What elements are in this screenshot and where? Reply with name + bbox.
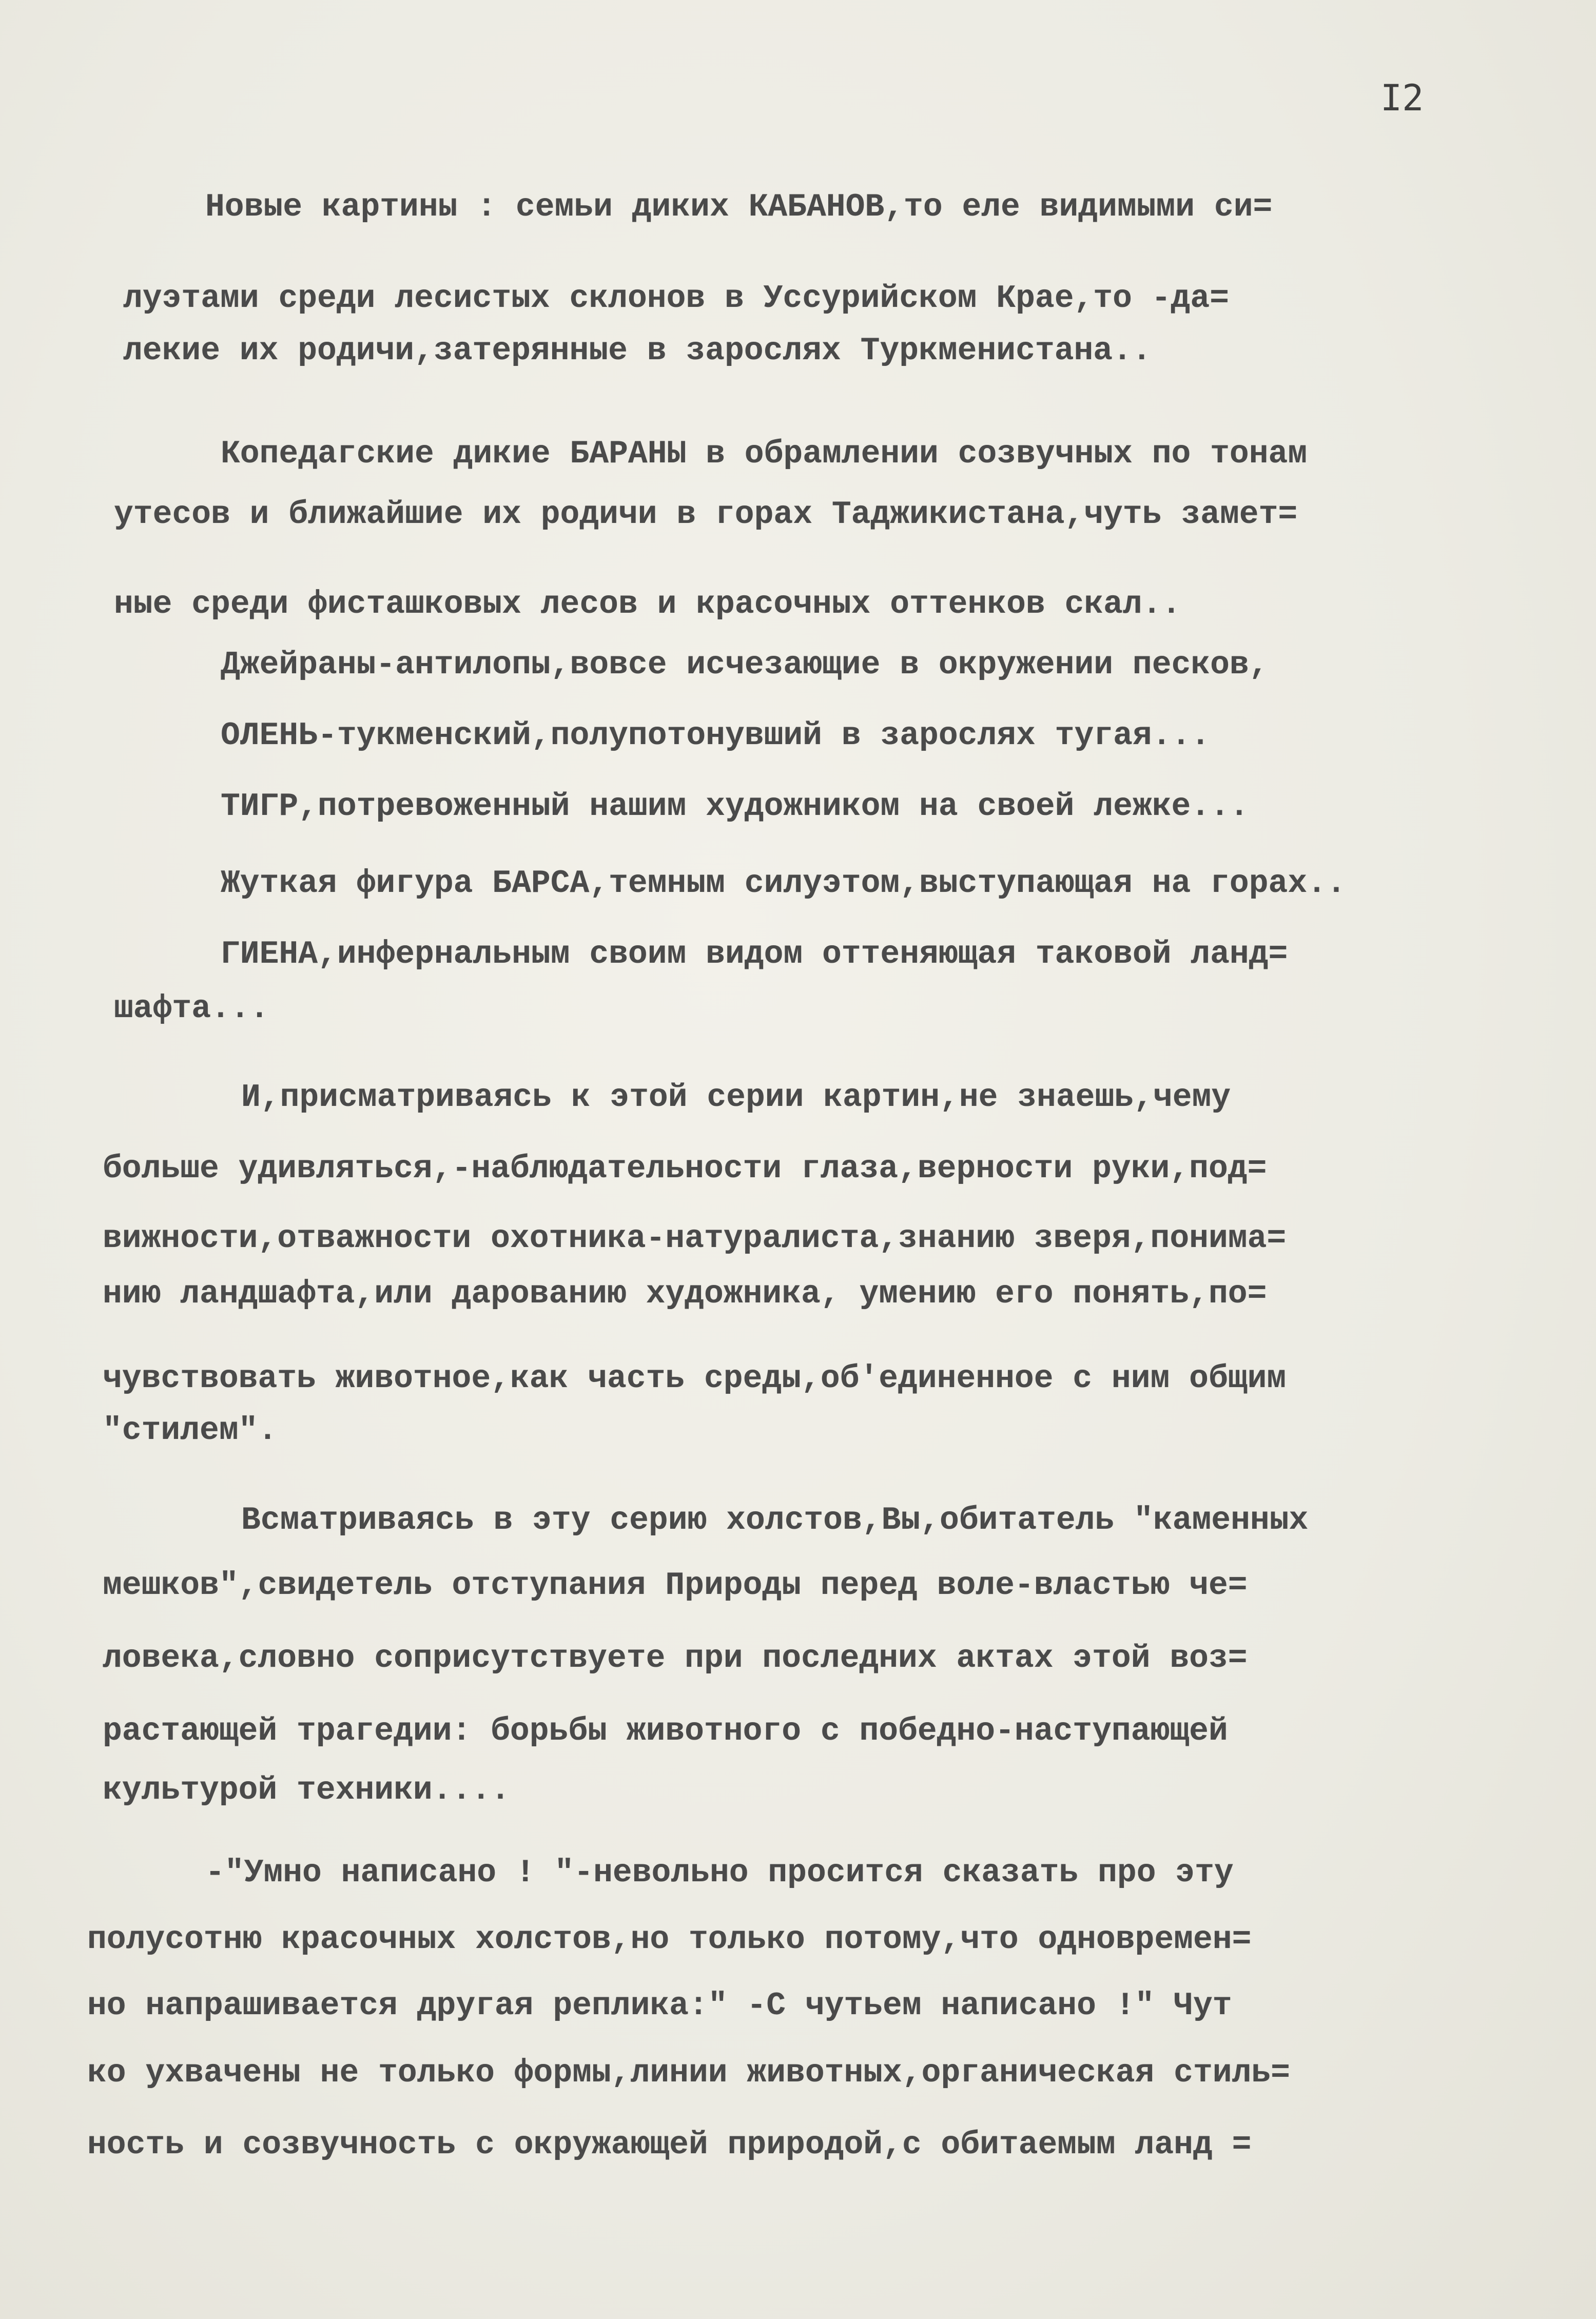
text-line: культурой техники....	[103, 1772, 510, 1808]
text-line: ТИГР,потревоженный нашим художником на своей лежке...	[221, 788, 1249, 825]
text-line: вижности,отважности охотника-натуралиста,знанию зверя,понима=	[103, 1220, 1287, 1257]
text-line: шафта...	[114, 990, 269, 1027]
text-line: нию ландшафта,или дарованию художника, умению его понять,по=	[103, 1276, 1267, 1312]
text-line: "стилем".	[103, 1412, 278, 1449]
text-line: утесов и ближайшие их родичи в горах Таджикистана,чуть замет=	[114, 496, 1298, 533]
text-line: Новые картины : семьи диких КАБАНОВ,то еле видимыми си=	[205, 189, 1273, 225]
text-line: -"Умно написано ! "-невольно просится сказать про эту	[205, 1855, 1234, 1891]
text-line: растающей трагедии: борьбы животного с победно-наступающей	[103, 1713, 1228, 1749]
text-line: ГИЕНА,инфернальным своим видом оттеняющая таковой ланд=	[221, 936, 1288, 972]
text-line: больше удивляться,-наблюдательности глаза,верности руки,под=	[103, 1151, 1267, 1187]
text-line: ОЛЕНЬ-тукменский,полупотонувший в зарослях тугая...	[221, 717, 1211, 754]
text-line: Джейраны-антилопы,вовсе исчезающие в окружении песков,	[221, 647, 1269, 683]
text-line: мешков",свидетель отступания Природы перед воле-властью че=	[103, 1567, 1248, 1604]
text-line: луэтами среди лесистых склонов в Уссурийском Крае,то -да=	[123, 280, 1229, 317]
text-line: ко ухвачены не только формы,линии животных,органическая стиль=	[87, 2055, 1290, 2091]
text-line: чувствовать животное,как часть среды,об'единенное с ним общим	[103, 1360, 1287, 1397]
text-line: ность и созвучность с окружающей природой,с обитаемым ланд =	[87, 2127, 1252, 2163]
text-line: Копедагские дикие БАРАНЫ в обрамлении созвучных по тонам	[221, 436, 1308, 472]
text-line: но напрашивается другая реплика:" -С чутьем написано !" Чут	[87, 1987, 1232, 2024]
text-line: Жуткая фигура БАРСА,темным силуэтом,выступающая на горах..	[221, 865, 1346, 902]
text-line: ные среди фисташковых лесов и красочных оттенков скал..	[114, 586, 1181, 622]
text-line: И,присматриваясь к этой серии картин,не знаешь,чему	[241, 1079, 1231, 1116]
page-number: I2	[1380, 77, 1424, 119]
text-line: Всматриваясь в эту серию холстов,Вы,обитатель "каменных	[241, 1502, 1309, 1538]
text-line: ловека,словно соприсутствуете при последних актах этой воз=	[103, 1640, 1248, 1677]
text-line: лекие их родичи,затерянные в зарослях Туркменистана..	[123, 333, 1152, 369]
text-line: полусотню красочных холстов,но только потому,что одновремен=	[87, 1921, 1252, 1958]
